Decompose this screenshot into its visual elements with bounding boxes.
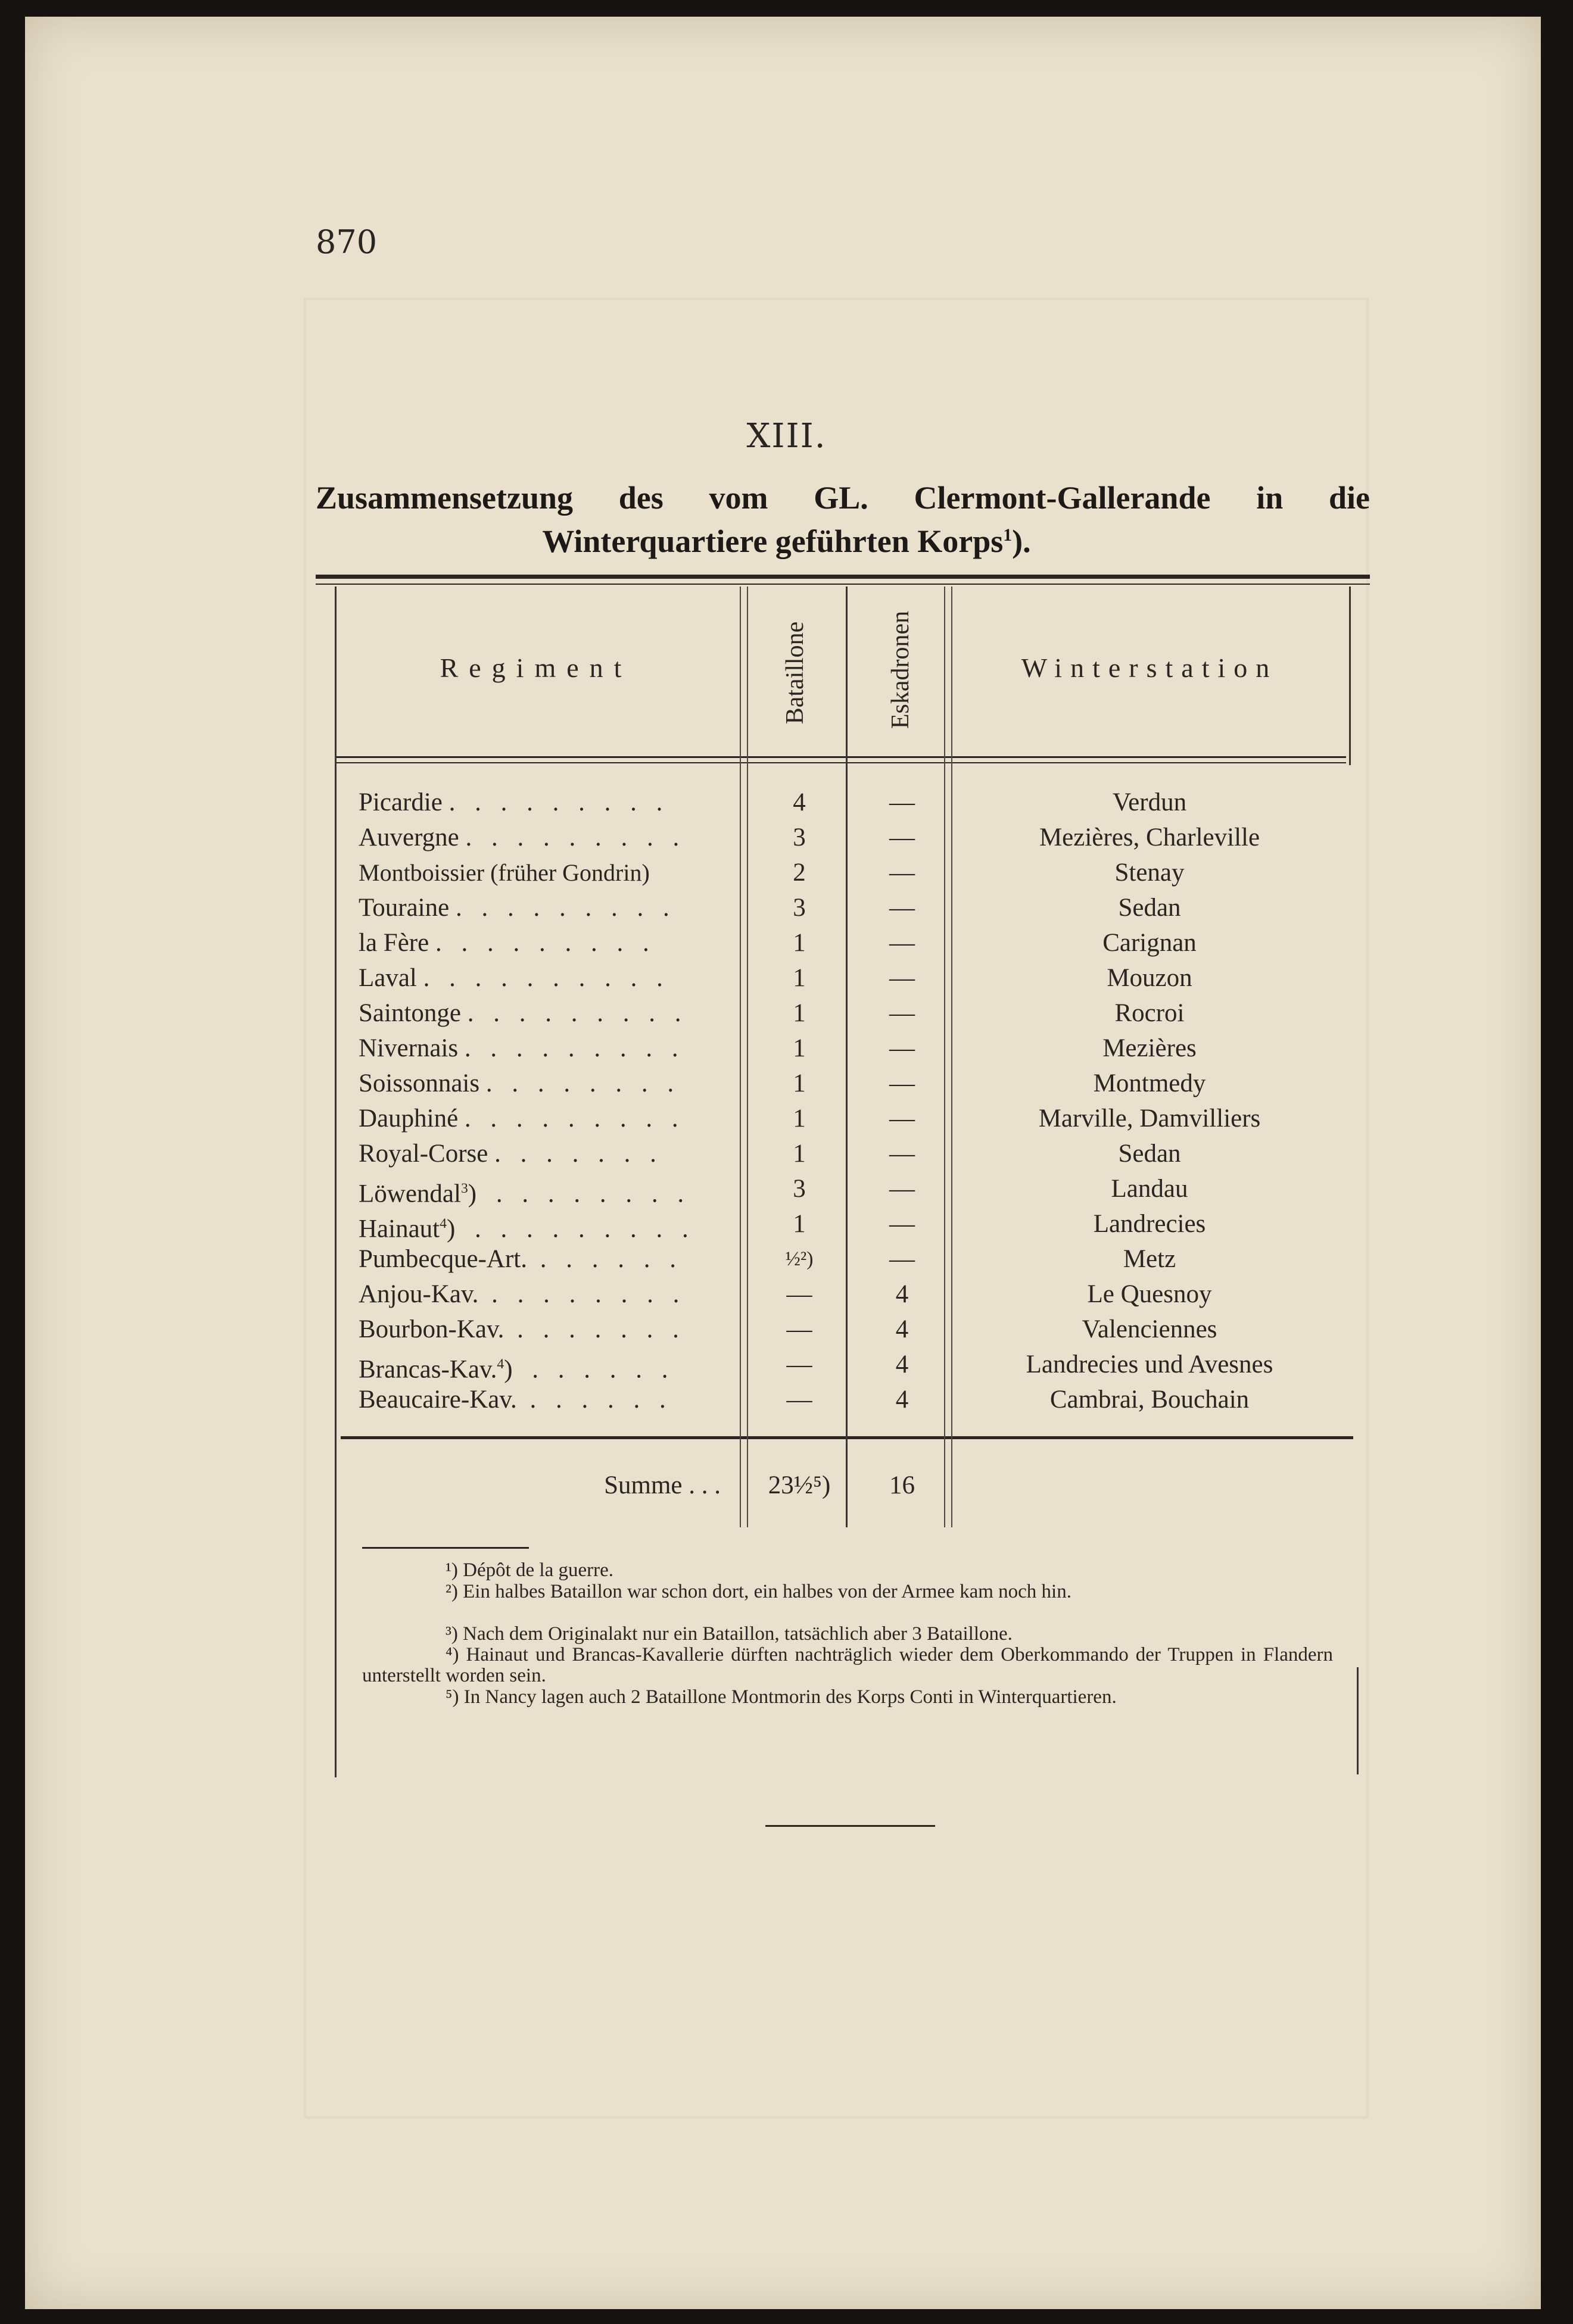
table-row [0,1241,1573,1277]
regiment-name: Saintonge [359,999,461,1027]
header-bottom-rule-2 [337,762,1346,763]
eskadronen-cell: — [889,1210,915,1238]
header-winterstation: Winterstation [1021,653,1278,683]
eskadronen-cell: — [889,1140,915,1168]
regiment-cell [359,925,734,960]
table-top-rule-thin [316,584,1370,585]
regiment-name: Dauphiné [359,1105,459,1133]
regiment-cell [359,890,734,925]
bataillone-cell: — [786,1386,812,1414]
leader-dots: . . . . . . . . . [464,1105,685,1133]
leader-dots: . . . . . . . . . [464,1034,685,1062]
eskadronen-cell: — [889,1175,915,1203]
table-row [0,1136,1573,1171]
regiment-name: Nivernais [359,1034,459,1062]
leader-dots: . . . . . . . . [485,1069,681,1097]
table-row [0,1031,1573,1066]
footnote-5: ⁵) In Nancy lagen auch 2 Bataillone Montmorin des Korps Conti in Winterquartieren. [446,1686,1117,1708]
regiment-cell [359,1347,734,1387]
title-line-2 [0,523,1573,560]
regiment-cell [359,1101,734,1136]
station-cell: Carignan [1102,929,1197,957]
eskadronen-cell: — [889,1105,915,1133]
regiment-cell [359,1312,734,1347]
bataillone-cell: 1 [793,1034,806,1062]
station-cell: Rocroi [1114,999,1185,1027]
table-row [0,996,1573,1031]
table-row [0,890,1573,925]
station-cell: Landrecies und Avesnes [1026,1350,1273,1378]
station-cell: Sedan [1118,1140,1181,1168]
bataillone-cell: — [786,1315,812,1343]
end-rule [765,1825,935,1827]
leader-dots: . . . . . . . . . [448,788,669,816]
station-cell: Sedan [1118,894,1181,922]
table-row [0,1382,1573,1417]
bataillone-cell: 3 [793,1175,806,1203]
bataillone-cell: 4 [793,788,806,816]
table-row [0,960,1573,996]
bataillone-cell: 2 [793,859,806,887]
header-eskadronen: Eskadronen [887,610,914,729]
regiment-name: Montboissier (früher Gondrin) [359,859,650,886]
eskadronen-cell: — [889,859,915,887]
header-regiment: Regiment [440,653,633,683]
header-bottom-rule [337,756,1346,758]
bataillone-cell: — [786,1350,812,1378]
table-row [0,1277,1573,1312]
leader-dots: . . . . . . [516,1386,672,1414]
regiment-name: Picardie [359,788,443,816]
bataillone-cell: 3 [793,894,806,922]
eskadronen-cell: — [889,823,915,851]
leader-dots: . . . . . . . . . . [423,964,669,992]
footnote-3: ³) Nach dem Originalakt nur ein Bataillon, tatsächlich aber 3 Bataillone. [446,1623,1013,1645]
table-row [0,855,1573,890]
leader-dots: . . . . . . . . . [455,894,676,922]
footnote-1: ¹) Dépôt de la guerre. [446,1559,614,1581]
regiment-name: Laval [359,964,417,992]
station-cell: Metz [1123,1245,1176,1273]
regiment-name: Soissonnais [359,1069,480,1097]
page-right-mark [1357,1667,1359,1774]
eskadronen-cell: — [889,1069,915,1097]
regiment-name: Auvergne [359,823,459,851]
regiment-name: Bourbon-Kav. [359,1315,504,1343]
leader-dots: . . . . . . . . . [435,929,656,957]
regiment-name: la Fère [359,929,429,957]
station-cell: Mezières [1102,1034,1197,1062]
regiment-name: Royal-Corse [359,1140,488,1168]
table-row [0,1066,1573,1101]
table-right-line [1349,587,1351,765]
leader-dots: . . . . . . . . . [465,823,686,851]
eskadronen-cell: 4 [895,1315,909,1343]
footnote-2: ²) Ein halbes Bataillon war schon dort, ein halbes von der Armee kam noch hin. [446,1581,1071,1602]
leader-dots: . . . . . . . . [478,1280,686,1308]
regiment-cell [359,1171,734,1211]
leader-dots: . . . . . . . [494,1140,663,1168]
bataillone-cell: — [786,1280,812,1308]
regiment-cell [359,1136,734,1171]
footnote-mark: 4 [497,1356,504,1372]
eskadronen-cell: — [889,1034,915,1062]
title-line-2-end: ). [1012,523,1031,559]
station-cell: Marville, Damvilliers [1038,1105,1261,1133]
table-row [0,1206,1573,1241]
table-row [0,925,1573,960]
station-cell: Mezières, Charleville [1039,823,1260,851]
regiment-cell [359,996,734,1031]
regiment-name: Beaucaire-Kav. [359,1386,517,1414]
table-row [0,785,1573,820]
bataillone-cell: 1 [793,999,806,1027]
regiment-cell [359,960,734,996]
eskadronen-cell: — [889,1245,915,1273]
title-line-1: Zusammensetzung des vom GL. Clermont-Gallerande in die [316,480,1370,516]
table-row [0,1312,1573,1347]
leader-dots: . . . . . . . . . [467,999,688,1027]
regiment-name: Hainaut [359,1215,440,1243]
station-cell: Cambrai, Bouchain [1049,1386,1250,1414]
bataillone-cell: 1 [793,1069,806,1097]
regiment-cell [359,1206,734,1246]
footnote-4: ⁴) Hainaut und Brancas-Kavallerie dürften nachträglich wieder dem Oberkommando der Truppen in Flandern unterstellt worden sein. [362,1644,1333,1686]
regiment-name: Touraine [359,894,450,922]
bataillone-cell: 1 [793,1105,806,1133]
bataillone-cell: ½²) [785,1248,814,1270]
sum-label: Summe . . . [604,1471,721,1499]
station-cell: Stenay [1114,859,1185,887]
bataillone-cell: 3 [793,823,806,851]
eskadronen-cell: — [889,894,915,922]
table-row [0,1171,1573,1206]
regiment-cell [359,1277,734,1312]
regiment-name: Pumbecque-Art. [359,1245,528,1273]
regiment-cell [359,855,734,890]
eskadronen-cell: — [889,929,915,957]
leader-dots: ) . . . . . . [504,1355,675,1384]
bataillone-cell: 1 [793,1210,806,1238]
footnote-mark: 4 [440,1216,447,1231]
title-line-2-text: Winterquartiere geführten Korps [542,523,1004,559]
station-cell: Valenciennes [1082,1315,1217,1343]
station-cell: Le Quesnoy [1087,1280,1212,1308]
leader-dots: ) . . . . . . . . . [446,1215,695,1243]
regiment-cell [359,785,734,820]
section-numeral: XIII. [746,417,827,456]
header-bataillone: Bataillone [781,621,809,725]
eskadronen-cell: — [889,999,915,1027]
eskadronen-cell: 4 [895,1386,909,1414]
regiment-cell [359,1031,734,1066]
bataillone-cell: 1 [793,1140,806,1168]
regiment-cell [359,1241,734,1277]
footnote-mark: 3 [460,1181,468,1196]
footnote-rule [362,1547,529,1549]
sum-bataillone: 23½⁵) [768,1471,831,1499]
regiment-name: Anjou-Kav. [359,1280,479,1308]
regiment-name: Brancas-Kav. [359,1355,497,1384]
regiment-cell [359,1382,734,1417]
table-row [0,1347,1573,1382]
eskadronen-cell: — [889,788,915,816]
station-cell: Montmedy [1093,1069,1206,1097]
table-row [0,820,1573,855]
sum-eskadronen: 16 [889,1471,915,1499]
station-cell: Verdun [1112,788,1187,816]
bataillone-cell: 1 [793,929,806,957]
page-number: 870 [316,223,378,261]
regiment-cell [359,1066,734,1101]
leader-dots: ) . . . . . . . . [468,1180,691,1208]
table-row [0,1101,1573,1136]
eskadronen-cell: 4 [895,1350,909,1378]
station-cell: Mouzon [1107,964,1192,992]
bataillone-cell: 1 [793,964,806,992]
regiment-name: Löwendal [359,1180,461,1208]
eskadronen-cell: 4 [895,1280,909,1308]
regiment-cell [359,820,734,855]
station-cell: Landau [1111,1175,1188,1203]
leader-dots: . . . . . . [527,1245,683,1273]
eskadronen-cell: — [889,964,915,992]
table-top-rule [316,575,1370,579]
title-footnote-mark: 1 [1003,526,1013,545]
station-cell: Landrecies [1093,1210,1206,1238]
leader-dots: . . . . . . . [504,1315,686,1343]
